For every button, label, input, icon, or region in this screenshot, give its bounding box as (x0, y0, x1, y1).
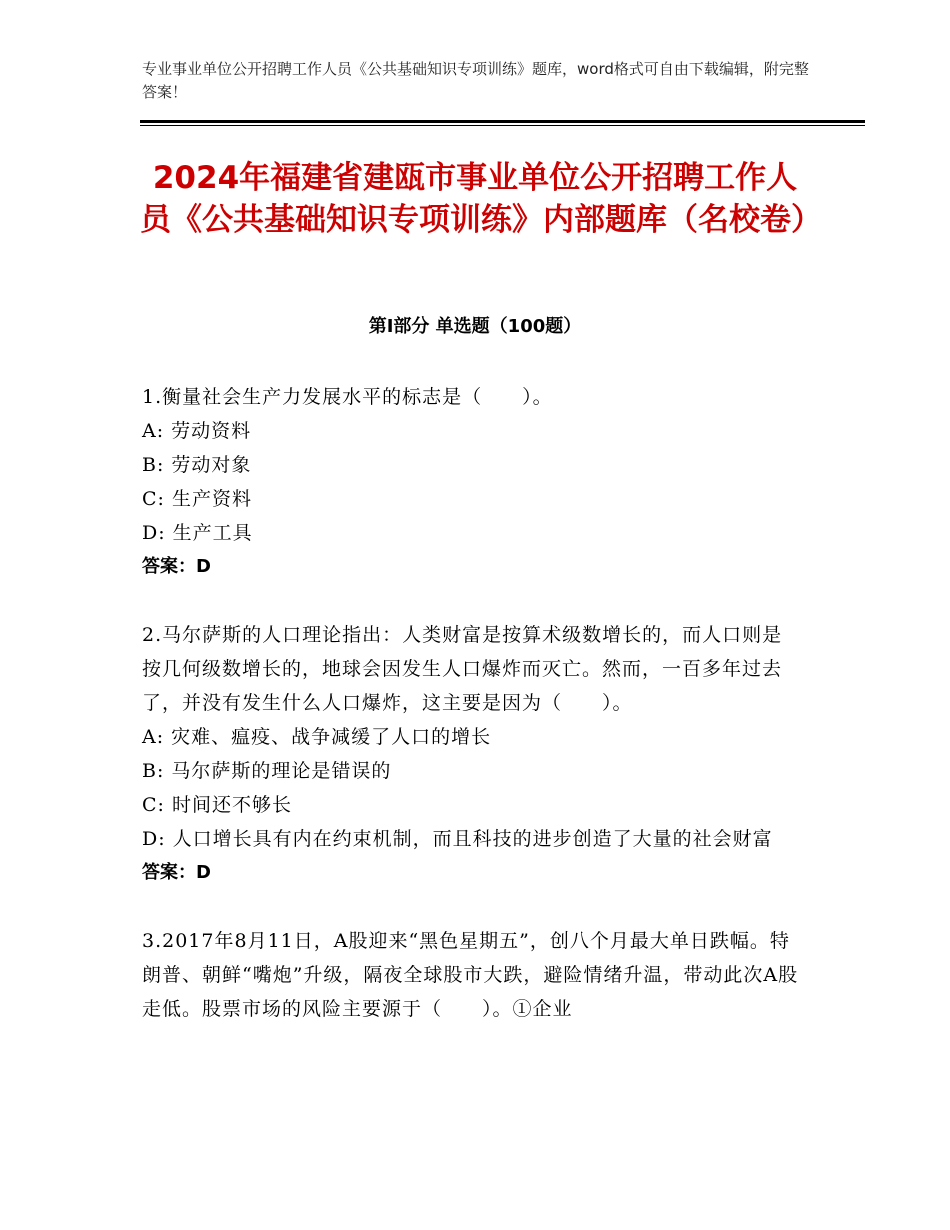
section-heading: 第Ⅰ部分 单选题（100题） (368, 316, 582, 337)
option-a: A: 灾难、瘟疫、战争减缓了人口的增长 (142, 726, 492, 748)
answer: 答案：D (142, 862, 211, 883)
option-d: D: 生产工具 (142, 522, 253, 544)
question-stem: 3.2017年8月11日，A股迎来“黑色星期五”，创八个月最大单日跌幅。特朗普、朝鲜“嘴炮”升级，隔夜全球股市大跌，避险情绪升温，带动此次A股走低。股票市场的风险主要源于（ ）。①企业 (142, 930, 799, 1020)
question-item (142, 618, 802, 890)
option-c: C: 生产资料 (142, 488, 252, 510)
header-rule-thick (140, 120, 865, 123)
header-note: 专业事业单位公开招聘工作人员《公共基础知识专项训练》题库，word格式可自由下载编辑，附完整答案！ (142, 60, 809, 101)
answer: 答案：D (142, 556, 211, 577)
document-title: 2024年福建省建瓯市事业单位公开招聘工作人员《公共基础知识专项训练》内部题库（名校卷） (140, 160, 822, 238)
option-d: D: 人口增长具有内在约束机制，而且科技的进步创造了大量的社会财富 (142, 828, 773, 850)
question-list (142, 380, 802, 1060)
question-stem: 2.马尔萨斯的人口理论指出：人类财富是按算术级数增长的，而人口则是按几何级数增长的，地球会因发生人口爆炸而灭亡。然而，一百多年过去了，并没有发生什么人口爆炸，这主要是因为（ ）。 (142, 624, 783, 714)
option-c: C: 时间还不够长 (142, 794, 292, 816)
question-item (142, 924, 802, 1026)
question-item (142, 380, 802, 584)
option-b: B: 马尔萨斯的理论是错误的 (142, 760, 392, 782)
header-rule-thin (140, 125, 865, 126)
option-b: B: 劳动对象 (142, 454, 252, 476)
question-stem: 1.衡量社会生产力发展水平的标志是（ ）。 (142, 386, 553, 408)
option-a: A: 劳动资料 (142, 420, 252, 442)
